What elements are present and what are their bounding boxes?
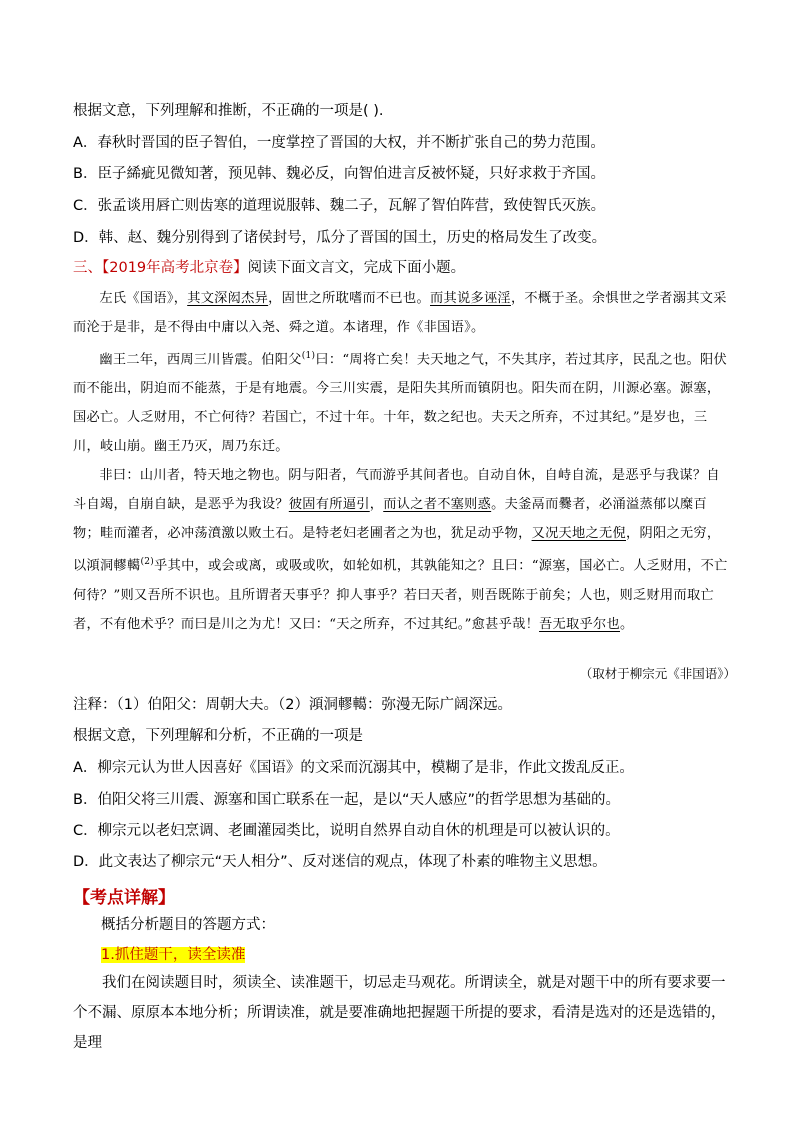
- highlighted-title: 1.抓住题干，读全读准: [101, 947, 246, 963]
- question-number: 三、: [73, 260, 102, 276]
- passage-paragraph-3: 非曰：山川者，特天地之物也。阴与阳者，气而游乎其间者也。自动自休，自峙自流，是恶乎与我谋？自斗自竭，自崩自缺，是恶乎为我设？彼固有所逼引，而认之者不塞则惑。夫釜鬲而爨者，必涌溢蒸郁以糜百物；畦而灌者，必冲荡濆激以败土石。是特老妇老圃者之为也，犹足动乎物，又况天地之无倪，阴阳之无穷，以澒洞轇轕$^{(2)}$乎其中，或会或离，或吸或吹，如轮如机，其孰能知之？且曰：“源塞，国必亡。人乏财用，不亡何待？”则又吾所不识也。且所谓者天事乎？抑人事乎？若曰天者，则吾既陈于前矣；人也，则乏财用而取亡者，不有他术乎？而曰是川之为尤！又曰：“天之所弃，不过其纪。”愈甚乎哉！吾无取乎尔也。: [73, 468, 728, 632]
- underlined-phrase: 吾无取乎尔也: [539, 616, 620, 632]
- option-c: C．张孟谈用唇亡则齿寒的道理说服韩、魏二子，瓦解了智伯阵营，致使智氏灭族。: [73, 198, 606, 214]
- footnote-marker: (2): [140, 557, 155, 568]
- underlined-phrase: 而其说多诬淫: [430, 291, 511, 306]
- exam-tag: 【2019年高考北京卷】: [102, 260, 248, 276]
- option-b: B．伯阳父将三川震、源塞和国亡联系在一起，是以“天人感应”的哲学思想为基础的。: [73, 792, 620, 808]
- footnote-marker: (1): [301, 351, 316, 361]
- classical-passage: [73, 284, 733, 639]
- underlined-phrase: 其文深闳杰异: [187, 291, 269, 306]
- question-instruction: 阅读下面文言文，完成下面小题。: [247, 260, 466, 276]
- option-a: A．春秋时晋国的臣子智伯，一度掌控了晋国的大权，并不断扩张自己的势力范围。: [73, 135, 605, 151]
- underlined-phrase: 而认之者不塞则惑: [383, 497, 492, 513]
- passage-paragraph-2: 幽王二年，西周三川皆震。伯阳父$^{(1)}$曰：“周将亡矣！夫天地之气，不失其序，若过其序，民乱之也。阳伏而不能出，阴迫而不能蒸，于是有地震。今三川实震，是阳失其所而镇阴也。阳失而在阴，川源必塞。源塞，国必亡。人乏财用，不亡何待？若国亡，不过十年。十年，数之纪也。夫天之所弃，不过其纪。”是岁也，三川，岐山崩。幽王乃灭，周乃东迁。: [73, 351, 728, 455]
- option-a: A．柳宗元认为世人因喜好《国语》的文采而沉溺其中，模糊了是非，作此文拨乱反正。: [73, 760, 634, 776]
- passage-paragraph-1: 左氏《国语》，其文深闳杰异，固世之所耽嗜而不已也。而其说多诬淫，不概于圣。余惧世之学者溺其文采而沦于是非，是不得由中庸以入尧、舜之道。本诸理，作《非国语》。: [73, 291, 727, 335]
- underlined-phrase: 又况天地之无倪: [531, 526, 626, 542]
- passage-source: （取材于柳宗元《非国语》）: [579, 666, 736, 681]
- point-title: [101, 945, 245, 965]
- option-c: C．柳宗元以老妇烹调、老圃灌园类比，说明自然界自动自休的机理是可以被认识的。: [73, 823, 620, 839]
- option-b: B．臣子絺疵见微知著，预见韩、魏必反，向智伯进言反被怀疑，只好求救于齐国。: [73, 166, 605, 182]
- option-d: D．韩、赵、魏分别得到了诸侯封号，瓜分了晋国的国土，历史的格局发生了改变。: [73, 230, 607, 246]
- question-stem-2: 根据文意，下列理解和分析，不正确的一项是: [73, 728, 363, 744]
- option-d: D．此文表达了柳宗元“天人相分”、反对迷信的观点，体现了朴素的唯物主义思想。: [73, 854, 607, 870]
- question-stem: 根据文意，下列理解和推断，不正确的一项是( ).: [73, 103, 384, 119]
- section-heading: 【考点详解】: [73, 888, 175, 908]
- underlined-phrase: 彼固有所逼引: [288, 497, 370, 513]
- notes: 注释：（1）伯阳父：周朝大夫。（2）澒洞轇轕：弥漫无际广阔深远。: [73, 697, 512, 713]
- section-intro: 概括分析题目的答题方式：: [101, 917, 275, 933]
- point-body: 我们在阅读题目时，须读全、读准题干，切忌走马观花。所谓读全，就是对题干中的所有要求要一个不漏、原原本本地分析；所谓读准，就是要准确地把握题干所提的要求，看清是选对的还是选错的，是理: [73, 975, 726, 1051]
- question-header: [73, 258, 465, 278]
